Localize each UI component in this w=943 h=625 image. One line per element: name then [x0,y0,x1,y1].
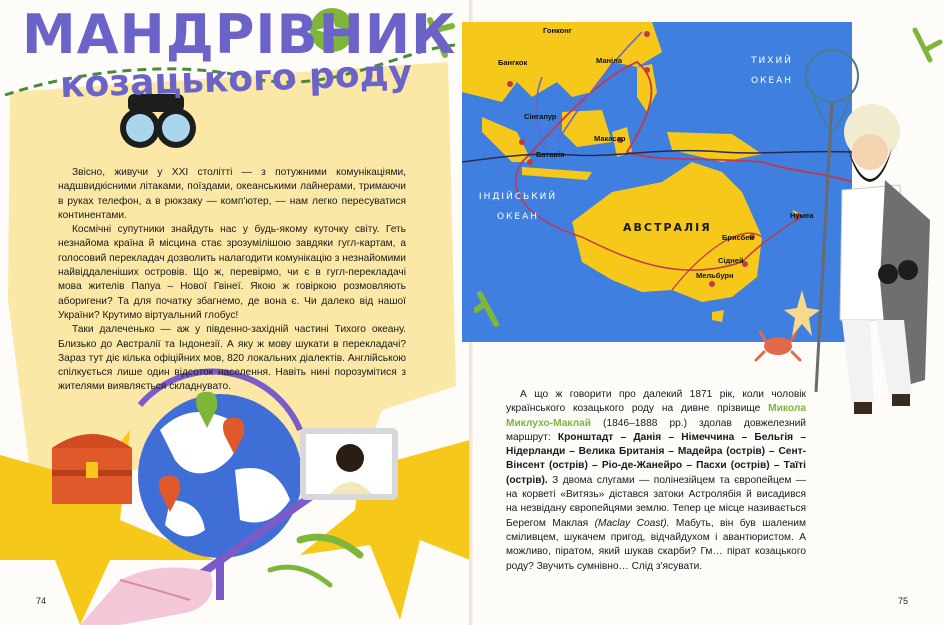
paragraph: Звісно, живучи у XXI столітті — з потужними комунікаціями, надшвидкісними літаками, поїздами, океанськими лайнерами, тримаючи в руках телефон, а в рюкзаку — комп'ютер, — нам легко пересуватися континентами. [58,167,406,221]
route-list: Кронштадт – Данія – Німеччина – Бельгія – Нідерланди – Велика Британія – Мадейра (острів) – Сент-Вінсент (острів) – Ріо-де-Жанейро – Пасхи (острів) – Таїті (острів). [506,431,806,486]
paragraph: А що ж говорити про далекий 1871 рік, коли чоловік українського козацького роду на дивне прізвище Микола Миклухо-Маклай (1846–1888 рр.) здолав довжелезний маршрут: Кронштадт – Данія – Німеччина – Бельгія – Нідерланди – Велика Британія – Мадейра (острів) – Сент-Вінсент (острів) – Ріо-де-Жанейро – Пасхи (острів) – Таїті (острів). З двома слугами — полінезійцем та європейцем — на корветі «Витязь» дістався затоки Астролябія й висадився на незвідану європейцями землю. Тепер це місце називається Берегом Маклая (Maclay Coast). Мабуть, він був шаленим сміливцем, шукачем пригод, відчайдухом і авантюристом. А можливо, піратом, який шукав скарби? Гм… пірат козацького роду? Звучить сумнівно… Слід з'ясувати. [506,389,806,572]
city-label: Гонконг [543,26,572,35]
explorer-name: Микола Миклухо-Маклай [506,403,806,429]
indian-label-1: ІНДІЙСЬКИЙ [478,192,558,202]
city-label: Сідней [718,256,744,265]
city-label: Нумеа [790,211,814,220]
paragraph: Космічні супутники знайдуть нас у будь-якому куточку світу. Геть незнайома країна й місцина стає зрозумілішою завдяки гугл-картам, а голосовий перекладач дозволить налагодити комунікацію з незнайомими найвіддаленіших островів. Що ж, перевірмо, чи є в гугл-перекладачі мова жителів Папуа – Нової Гвінеї. Якою ж говіркою розмовляють аборигени? Та для початку збагнемо, де вона є. Чи далеко від нашої України? Крутимо віртуальний глобус! [58,224,406,321]
australia-label: АВСТРАЛІЯ [623,221,712,234]
treasure-chest-icon [52,434,132,504]
starfish-icon [782,288,822,338]
left-page [0,0,470,625]
paragraph: Таки далеченько — аж у південно-західній частині Тихого океану. Близько до Австралії та Індонезії. А яку ж мову шукати в перекладачі? Зараз тут діє кілька офіційних мов, 820 локальних діалектів. Англійською спілкується лише один відсоток населення. Навіть нині порозумітися з жителями виявляється складнувато. [58,324,406,393]
city-label: Маніла [596,56,623,65]
pacific-label-1: ТИХИЙ [751,56,793,66]
indian-label-2: ОКЕАН [496,212,540,222]
page-subtitle: козацького роду [59,52,413,107]
right-body-text [506,388,806,574]
city-label: Сінгапур [524,112,557,121]
page-number-right: 75 [898,596,909,606]
city-label: Брисбен [722,233,754,242]
city-label: Макасар [594,134,626,143]
city-label: Бангкок [498,58,528,67]
city-label: Мельбурн [696,271,734,280]
maclay-coast: (Maclay Coast). [594,517,670,529]
pacific-label-2: ОКЕАН [750,76,794,86]
page-title: МАНДРІВНИК [22,3,457,66]
page-number-left: 74 [36,596,47,606]
city-label: Батавія [536,150,565,159]
green-sprig-icon [474,290,504,330]
left-body-text [58,166,406,395]
phone-icon [300,428,398,500]
